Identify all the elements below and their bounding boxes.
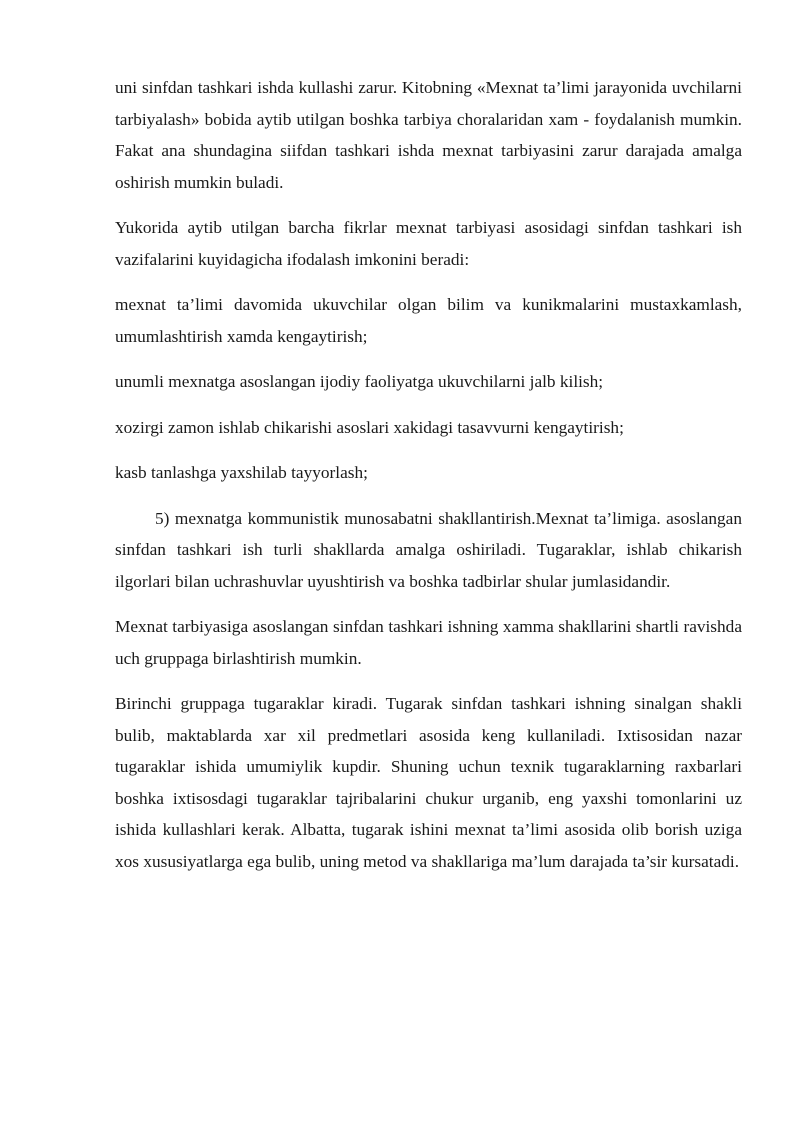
- list-item-task-1: mexnat ta’limi davomida ukuvchilar olgan bilim va kunikmalarini mustaxkamlash, umumlashtirish xamda kengaytirish;: [115, 295, 742, 346]
- list-item-task-3: xozirgi zamon ishlab chikarishi asoslari xakidagi tasavvurni kengaytirish;: [115, 417, 624, 437]
- paragraph-first-group: Birinchi gruppaga tugaraklar kiradi. Tugarak sinfdan tashkari ishning sinalgan shakli bulib, maktablarda xar xil predmetlari asosida keng kullaniladi. Ixtisosidan nazar tugaraklar ishida umumiylik kupdir. Shuning uchun texnik tugaraklarning raxbarlari boshka ixtisosdagi tugaraklar tajribalarini chukur urganib, eng yaxshi tomonlarini uz ishida kullashlari kerak. Albatta, tugarak ishini mexnat ta’limi asosida olib borish uziga xos xususiyatlarga ega bulib, uning metod va shakllariga ma’lum darajada ta’sir kursatadi.: [115, 694, 742, 871]
- paragraph-tasks-intro: Yukorida aytib utilgan barcha fikrlar mexnat tarbiyasi asosidagi sinfdan tashkari ish vazifalarini kuyidagicha ifodalash imkonini beradi:: [115, 218, 742, 269]
- list-item-task-4: kasb tanlashga yaxshilab tayyorlash;: [115, 463, 368, 482]
- list-item-task-5: 5) mexnatga kommunistik munosabatni shakllantirish.Mexnat ta’limiga. asoslangan sinfdan tashkari ish turli shakllarda amalga oshiriladi. Tugaraklar, ishlab chikarish ilgorlari bilan uchrashuvlar uyushtirish va boshka tadbirlar shular jumlasidandir.: [115, 508, 742, 591]
- document-page: [115, 72, 742, 891]
- paragraph-intro: uni sinfdan tashkari ishda kullashi zarur. Kitobning «Mexnat ta’limi jarayonida uvchilarni tarbiyalash» bobida aytib utilgan boshka tarbiya choralaridan xam - foydalanish mumkin. Fakat ana shundagina siifdan tashkari ishda mexnat tarbiyasini zarur darajada amalga oshirish mumkin buladi.: [115, 78, 742, 192]
- list-item-task-2: unumli mexnatga asoslangan ijodiy faoliyatga ukuvchilarni jalb kilish;: [115, 372, 604, 391]
- paragraph-groups: Mexnat tarbiyasiga asoslangan sinfdan tashkari ishning xamma shakllarini shartli ravishda uch gruppaga birlashtirish mumkin.: [115, 617, 742, 668]
